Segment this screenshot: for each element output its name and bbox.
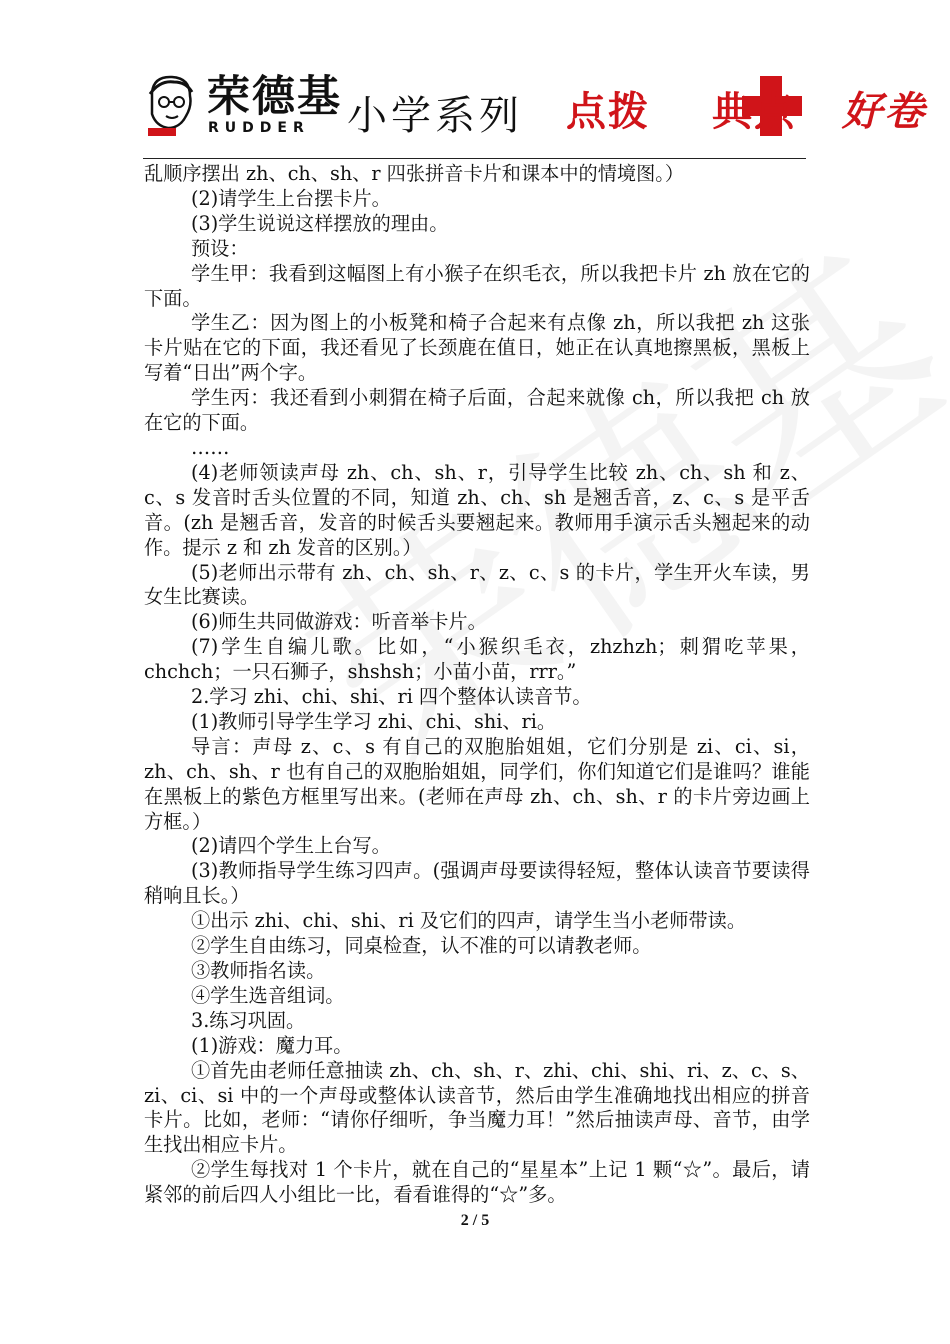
- paragraph: 3.练习巩固。: [191, 1008, 306, 1032]
- page-number: 2 / 5: [460, 1212, 490, 1229]
- paragraph: ②学生每找对 1 个卡片，就在自己的“星星本”上记 1 颗“☆”。最后，请紧邻的前后四人小组比一比，看看谁得的“☆”多。: [144, 1158, 810, 1207]
- founder-portrait-logo: [140, 72, 200, 138]
- paragraph: 预设：: [191, 236, 249, 260]
- paragraph: (1)教师引导学生学习 zhi、chi、shi、ri。: [191, 709, 557, 733]
- brand-tag-diandian: 典点: [712, 89, 796, 135]
- paragraph: (3)学生说说这样摆放的理由。: [191, 211, 449, 235]
- brand-tag-haojuan: 好卷: [842, 89, 926, 135]
- paragraph: (4)老师领读声母 zh、ch、sh、r，引导学生比较 zh、ch、sh 和 z、c、s 发音时舌头位置的不同，知道 zh、ch、sh 是翘舌音，z、c、s 是平舌音。(zh 是翘舌音，发音的时候舌头要翘起来。教师用手演示舌头翘起来的动作。提示 z 和 zh 发音的区别。）: [144, 460, 810, 559]
- document-body: [144, 162, 810, 1208]
- paragraph: ④学生选音组词。: [191, 983, 345, 1007]
- brand-english-name: RUDDER: [208, 120, 310, 136]
- paragraph: (6)师生共同做游戏：听音举卡片。: [191, 610, 487, 634]
- paragraph: ……: [191, 435, 230, 459]
- series-title: 小学系列: [347, 93, 523, 139]
- header-divider: [143, 158, 806, 159]
- paragraph: ③教师指名读。: [191, 959, 326, 982]
- paragraph: 学生丙：我还看到小刺猬在椅子后面，合起来就像 ch，所以我把 ch 放在它的下面。: [144, 386, 810, 435]
- paragraph: ①出示 zhi、chi、shi、ri 及它们的四声，请学生当小老师带读。: [191, 909, 747, 933]
- paragraph: 导言：声母 z、c、s 有自己的双胞胎姐姐，它们分别是 zi、ci、si，zh、ch、sh、r 也有自己的双胞胎姐姐，同学们，你们知道它们是谁吗？谁能在黑板上的紫色方框里写出来。(老师在声母 zh、ch、sh、r 的卡片旁边画上方框。）: [144, 734, 810, 833]
- paragraph: (7)学生自编儿歌。比如，“小猴织毛衣，zhzhzh；刺猬吃苹果，chchch；一只石狮子，shshsh；小苗小苗，rrr。”: [144, 635, 810, 684]
- paragraph: ①首先由老师任意抽读 zh、ch、sh、r、zhi、chi、shi、ri、z、c、s、zi、ci、si 中的一个声母或整体认读音节，然后由学生准确地找出相应的拼音卡片。比如，老师：“请你仔细听，争当魔力耳！”然后抽读声母、音节，由学生找出相应卡片。: [144, 1058, 810, 1157]
- page-header: [0, 0, 950, 160]
- paragraph: (5)老师出示带有 zh、ch、sh、r、z、c、s 的卡片，学生开火车读，男女生比赛读。: [144, 560, 810, 609]
- paragraph: (3)教师指导学生练习四声。(强调声母要读得轻短，整体认读音节要读得稍响且长。）: [144, 859, 810, 908]
- brand-chinese-name: 荣德基: [207, 72, 342, 122]
- brand-tag-dianbo: 点拨: [566, 89, 650, 135]
- paragraph: 学生甲：我看到这幅图上有小猴子在织毛衣，所以我把卡片 zh 放在它的下面。: [144, 261, 810, 310]
- paragraph: 2.学习 zhi、chi、shi、ri 四个整体认读音节。: [191, 685, 592, 709]
- paragraph: (1)游戏：魔力耳。: [191, 1033, 353, 1057]
- paragraph: ②学生自由练习，同桌检查，认不准的可以请教老师。: [191, 934, 652, 958]
- paragraph: 乱顺序摆出 zh、ch、sh、r 四张拼音卡片和课本中的情境图。）: [144, 162, 685, 185]
- paragraph: 学生乙：因为图上的小板凳和椅子合起来有点像 zh，所以我把 zh 这张卡片贴在它的下面，我还看见了长颈鹿在值日，她正在认真地擦黑板，黑板上写着“日出”两个字。: [144, 311, 810, 385]
- paragraph: (2)请四个学生上台写。: [191, 834, 391, 858]
- paragraph: (2)请学生上台摆卡片。: [191, 186, 391, 210]
